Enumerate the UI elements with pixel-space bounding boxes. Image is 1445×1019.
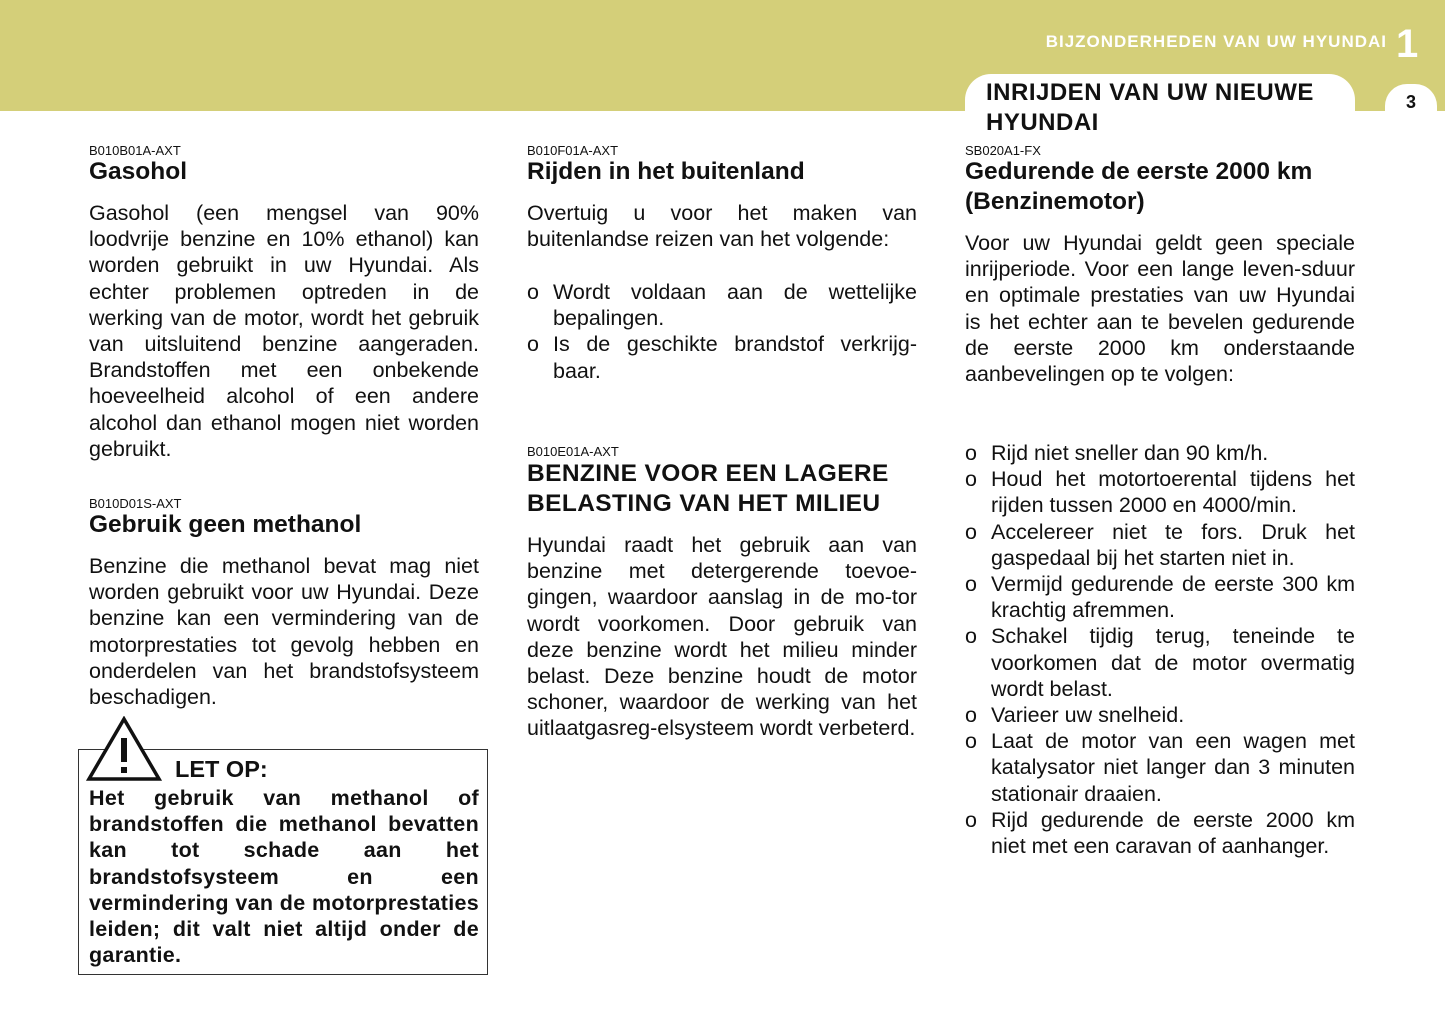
list-item	[965, 807, 1355, 859]
section-heading: BENZINE VOOR EEN LAGERE BELASTING VAN HET MILIEU	[527, 460, 889, 517]
warning-text: Het gebruik van methanol of brandstoffen die methanol bevatten kan tot schade aan het brandstofsysteem en een vermindering van de motorprestaties leiden; dit valt niet altijd onder de garantie.	[89, 786, 479, 968]
bullet-marker: o	[527, 332, 539, 357]
bullet-marker: o	[965, 807, 977, 832]
bullet-list	[965, 440, 1355, 859]
section-code: B010F01A-AXT	[527, 143, 619, 158]
bullet-marker: o	[527, 280, 539, 304]
section-title: INRIJDEN VAN UW NIEUWE HYUNDAI	[986, 79, 1314, 136]
list-item-text: Vermijd gedurende de eerste 300 km krachtig afremmen.	[991, 572, 1355, 623]
list-item-text: Laat de motor van een wagen met katalysator niet langer dan 3 minuten stationair draaien.	[991, 729, 1355, 806]
section-paragraph: Benzine die methanol bevat mag niet worden gebruikt voor uw Hyundai. Deze benzine kan een vermindering van de motorprestaties tot gevolg hebben en onderdelen van het brandstofsysteem beschadigen.	[89, 554, 479, 710]
chapter-number: 1	[1396, 22, 1419, 66]
list-item	[965, 466, 1355, 518]
section-paragraph: Overtuig u voor het maken van buitenlandse reizen van het volgende:	[527, 201, 917, 252]
section-heading: Gedurende de eerste 2000 km (Benzinemotor)	[965, 158, 1313, 215]
section-code: SB020A1-FX	[965, 143, 1041, 158]
bullet-marker: o	[965, 703, 977, 728]
list-item	[965, 728, 1355, 807]
bullet-marker: o	[965, 624, 977, 649]
list-item-text: Rijd gedurende de eerste 2000 km niet met een caravan of aanhanger.	[991, 807, 1355, 859]
warning-triangle-icon	[86, 716, 162, 782]
list-item-text: Is de geschikte brandstof verkrijg-baar.	[553, 332, 917, 383]
list-item-text: Houd het motortoerental tijdens het rijden tussen 2000 en 4000/min.	[991, 467, 1355, 518]
section-code: B010D01S-AXT	[89, 496, 182, 511]
list-item	[965, 571, 1355, 623]
section-heading: Gasohol	[89, 158, 188, 185]
list-item-text: Wordt voldaan aan de wettelijke bepalingen.	[553, 280, 917, 331]
section-code: B010E01A-AXT	[527, 444, 619, 459]
section-code: B010B01A-AXT	[89, 143, 181, 158]
section-heading: Gebruik geen methanol	[89, 511, 362, 538]
bullet-marker: o	[965, 441, 977, 465]
chapter-title: BIJZONDERHEDEN VAN UW HYUNDAI	[1045, 32, 1387, 51]
section-paragraph: Voor uw Hyundai geldt geen speciale inrijperiode. Voor een lange leven-sduur en optimale prestaties van uw Hyundai is het echter aan te bevelen gedurende de eerste 2000 km onderstaande aanbevelingen op te volgen:	[965, 231, 1355, 387]
section-heading: Rijden in het buitenland	[527, 158, 805, 185]
list-item-text: Schakel tijdig terug, teneinde te voorkomen dat de motor overmatig wordt belast.	[991, 624, 1355, 701]
section-paragraph: Hyundai raadt het gebruik aan van benzine met detergerende toevoe-gingen, waardoor aanslag in de mo-tor wordt voorkomen. Door gebruik van deze benzine wordt het milieu minder belast. Deze benzine houdt de motor schoner, waardoor de werking van het uitlaatgasreg-elsysteem wordt verbeterd.	[527, 533, 917, 741]
bullet-marker: o	[965, 572, 977, 597]
list-item	[527, 279, 917, 331]
page-number: 3	[1405, 92, 1416, 112]
bullet-marker: o	[965, 467, 977, 492]
list-item	[965, 440, 1355, 466]
bullet-list	[527, 279, 917, 384]
list-item	[965, 519, 1355, 571]
bullet-marker: o	[965, 519, 977, 544]
warning-title: LET OP:	[175, 756, 268, 782]
list-item	[965, 623, 1355, 702]
list-item-text: Rijd niet sneller dan 90 km/h.	[991, 441, 1269, 465]
list-item-text: Varieer uw snelheid.	[991, 703, 1185, 728]
bullet-marker: o	[965, 729, 977, 754]
list-item	[965, 702, 1355, 728]
list-item	[527, 331, 917, 383]
list-item-text: Accelereer niet te fors. Druk het gaspedaal bij het starten niet in.	[991, 519, 1355, 570]
section-paragraph: Gasohol (een mengsel van 90% loodvrije benzine en 10% ethanol) kan worden gebruikt in uw Hyundai. Als echter problemen optreden in de werking van de motor, wordt het gebruik van uitsluitend benzine aangeraden. Brandstoffen met een onbekende hoeveelheid alcohol of een andere alcohol dan ethanol mogen niet worden gebruikt.	[89, 201, 479, 461]
